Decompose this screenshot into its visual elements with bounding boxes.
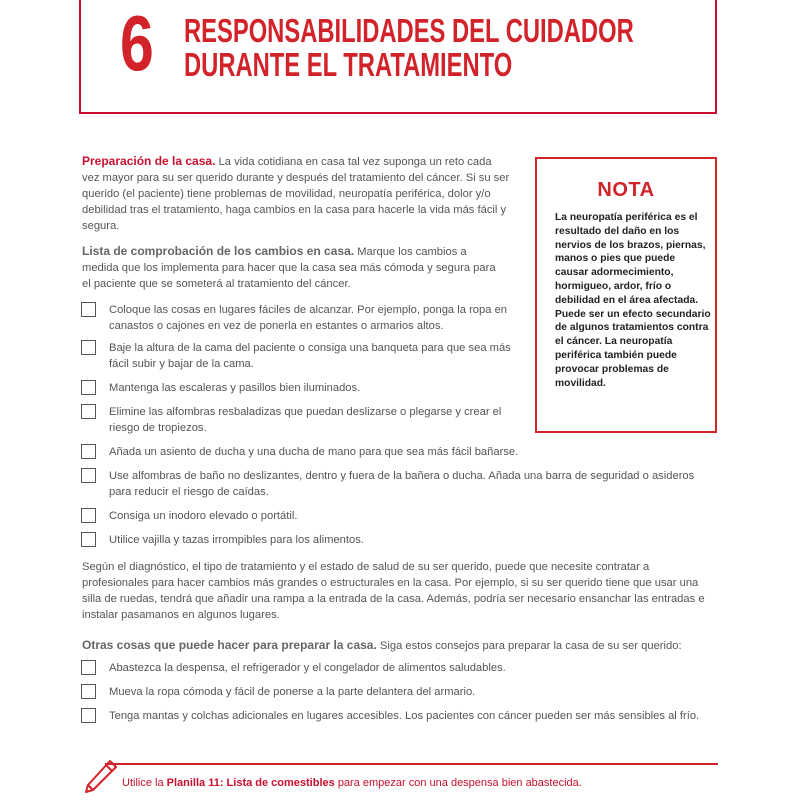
checklist-item-text: Utilice vajilla y tazas irrompibles para los alimentos. [109, 534, 364, 546]
checklist-intro-text: Marque los cambios a medida que los implementa para hacer que la casa sea más cómoda y segura para el paciente que se someterá al tratamiento del cáncer. [82, 246, 496, 290]
checklist-item-text: Baje la altura de la cama del paciente o consiga una banqueta para que sea más fácil subir y bajar de la cama. [109, 342, 511, 370]
note-text: La neuropatía periférica es el resultado del daño en los nervios de los brazos, piernas, manos o pies que puede causar adormecimiento, hormigueo, ardor, frío o debilidad en el área afectada. Puede ser un efecto secundario de algunos tratamientos contra el cáncer. La neuropatía periférica también puede provocar problemas de movilidad. [555, 212, 711, 389]
checklist-intro-lead: Lista de comprobación de los cambios en casa. [82, 244, 355, 258]
intro-text: La vida cotidiana en casa tal vez suponga un reto cada vez mayor para su ser querido durante y después del tratamiento del cáncer. Si su ser querido (el paciente) tiene problemas de movilidad, neuropatía periférica, dolor y/o debilidad tras el tratamiento, haga cambios en la casa para hacerle la vida más fácil y segura. [82, 156, 510, 232]
checklist-item-text: Mantenga las escaleras y pasillos bien iluminados. [109, 382, 361, 394]
pencil-icon [80, 758, 118, 798]
checklist-item-text: Tenga mantas y colchas adicionales en lugares accesibles. Los pacientes con cáncer pueden ser más sensibles al frío. [109, 710, 700, 722]
checkbox[interactable] [81, 660, 96, 675]
checkbox[interactable] [81, 404, 96, 419]
chapter-number: 6 [120, 0, 154, 87]
checkbox[interactable] [81, 302, 96, 317]
footer-divider [105, 763, 718, 765]
checklist-intro [82, 243, 502, 292]
footer-prefix: Utilice la [122, 777, 167, 789]
checkbox[interactable] [81, 380, 96, 395]
intro-lead: Preparación de la casa. [82, 154, 216, 168]
title-line-1: RESPONSABILIDADES DEL CUIDADOR [184, 12, 634, 49]
checklist-item-text: Use alfombras de baño no deslizantes, dentro y fuera de la bañera o ducha. Añada una barra de seguridad o asideros para reducir el riesgo de caídas. [109, 470, 695, 498]
footer-suffix: para empezar con una despensa bien abastecida. [334, 777, 582, 789]
footer-note [122, 777, 582, 789]
checkbox[interactable] [81, 532, 96, 547]
checklist-item-text: Añada un asiento de ducha y una ducha de mano para que sea más fácil bañarse. [109, 446, 519, 458]
checkbox[interactable] [81, 468, 96, 483]
checklist-item-text: Coloque las cosas en lugares fáciles de alcanzar. Por ejemplo, ponga la ropa en canastos o cajones en vez de ponerla en estantes o armarios altos. [109, 304, 508, 332]
checkbox[interactable] [81, 684, 96, 699]
checklist-item-text: Elimine las alfombras resbaladizas que puedan deslizarse o plegarse y crear el riesgo de tropiezos. [109, 406, 502, 434]
note-box [535, 157, 717, 433]
checklist-item-text: Mueva la ropa cómoda y fácil de ponerse a la parte delantera del armario. [109, 686, 476, 698]
other-intro-text: Siga estos consejos para preparar la casa de su ser querido: [376, 640, 682, 652]
note-title: NOTA [597, 179, 655, 201]
checkbox[interactable] [81, 444, 96, 459]
footer-worksheet-link: Planilla 11: Lista de comestibles [166, 777, 335, 789]
checkbox[interactable] [81, 708, 96, 723]
checkbox[interactable] [81, 508, 96, 523]
intro-paragraph [82, 153, 512, 234]
page-title [184, 14, 634, 82]
checklist-item-text: Abastezca la despensa, el refrigerador y el congelador de alimentos saludables. [109, 662, 506, 674]
diagnosis-paragraph: Según el diagnóstico, el tipo de tratamiento y el estado de salud de su ser querido, puede que necesite contratar a profesionales para hacer cambios más grandes o estructurales en la casa. Por ejemplo, si su ser querido tiene que usar una silla de ruedas, tendrá que añadir una rampa a la entrada de la casa. Además, podría ser necesario ensanchar las entradas e instalar pasamanos en algunos lugares. [82, 561, 705, 621]
checkbox[interactable] [81, 340, 96, 355]
checklist-item-text: Consiga un inodoro elevado o portátil. [109, 510, 298, 522]
other-intro [82, 637, 722, 654]
title-line-2: DURANTE EL TRATAMIENTO [184, 46, 513, 83]
other-intro-lead: Otras cosas que puede hacer para preparar la casa. [82, 638, 377, 652]
